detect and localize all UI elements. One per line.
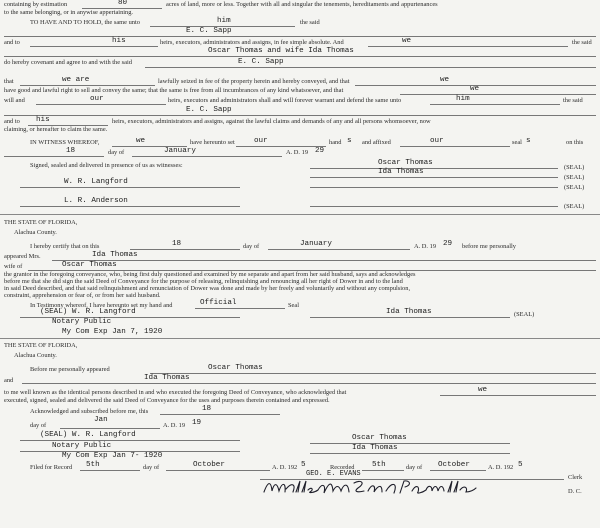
and-affixed: and affixed bbox=[362, 139, 391, 146]
his-2: his bbox=[36, 116, 50, 124]
filed-ad: A. D. 192 bbox=[272, 464, 298, 471]
rec-year: 5 bbox=[518, 461, 523, 469]
filed-label: Filed for Record bbox=[30, 464, 73, 471]
grantee-1: E. C. Sapp bbox=[186, 27, 232, 35]
grantee-3: E. C. Sapp bbox=[186, 106, 232, 114]
lawful-claims-text: heirs, executors, administrators and assigns, against the lawful claims and demands of any and all persons whomsoever, now bbox=[112, 118, 431, 125]
ack2-we: we bbox=[478, 386, 488, 394]
deputy-clerk-signature bbox=[262, 477, 478, 499]
dc-label: D. C. bbox=[568, 488, 582, 495]
grantee-2: E. C. Sapp bbox=[238, 58, 284, 66]
witness-1: W. R. Langford bbox=[64, 178, 128, 186]
we-1: we bbox=[402, 37, 412, 45]
ack2-before: Before me personally appeared bbox=[30, 366, 110, 373]
ack2-name-1: Oscar Thomas bbox=[208, 364, 263, 372]
ack2-day-num: 18 bbox=[202, 405, 212, 413]
ack2-signer-1: Oscar Thomas bbox=[352, 434, 407, 442]
ack2-officer: (SEAL) W. R. Langford bbox=[40, 431, 136, 439]
ack2-county: Alachua County. bbox=[14, 352, 57, 359]
and-to-label: and to bbox=[4, 39, 20, 46]
ack2-subscribed: Acknowledged and subscribed before me, this bbox=[30, 408, 149, 415]
ack1-body-2: before me that she did sign the said Deed of Conveyance for the purpose of releasing, relinquishing and renouncing all her right of Dower in and to the land bbox=[4, 278, 403, 285]
we-3: we bbox=[470, 85, 480, 93]
ack2-year: 19 bbox=[192, 419, 202, 427]
heirs-text: heirs, executors, administrators and assigns, in fee simple absolute. And bbox=[160, 39, 344, 46]
ack2-and: and bbox=[4, 377, 14, 384]
ack1-signer: Ida Thomas bbox=[386, 308, 432, 316]
his-1: his bbox=[112, 37, 126, 45]
ack1-body-1: the grantor in the foregoing conveyance, who, being first duly questioned and examined by me separate and apart from her said husband, says and acknowledges bbox=[4, 271, 416, 278]
seal-label-2: (SEAL) bbox=[564, 174, 585, 181]
ack1-body-3: in said Deed described, and that said relinquishment and renunciation of Dower was done and made by her freely and voluntarily and without any compulsion, bbox=[4, 285, 411, 292]
ack1-certify: I hereby certify that on this bbox=[30, 243, 100, 250]
ack2-body-2: executed, signed, sealed and delivered the said Deed of Conveyance for the uses and purposes therein contained and expressed. bbox=[4, 397, 330, 404]
ack1-county: Alachua County. bbox=[14, 229, 57, 236]
signed-text: Signed, sealed and delivered in presence of us as witnesses: bbox=[30, 162, 183, 169]
seized-text: lawfully seized in fee of the property herein and hereby conveyed, and that bbox=[158, 78, 350, 85]
deed-day-of: day of bbox=[108, 149, 125, 156]
ack1-wife-of: wife of bbox=[4, 263, 23, 270]
ack1-ad: A. D. 19 bbox=[414, 243, 437, 250]
witness-label: IN WITNESS WHEREOF, bbox=[30, 139, 100, 146]
signer-1: Oscar Thomas bbox=[378, 159, 433, 167]
ack2-body-1: to me well known as the identical persons described in and who executed the foregoing Deed of Conveyance, who acknowledged that bbox=[4, 389, 347, 396]
deed-ad: A. D. 19 bbox=[286, 149, 309, 156]
seal-s: s bbox=[526, 137, 531, 145]
filed-year: 5 bbox=[301, 461, 306, 469]
rec-day-of: day of bbox=[406, 464, 423, 471]
seal-label-4: (SEAL) bbox=[564, 203, 585, 210]
acres-intro: containing by estimation bbox=[4, 1, 68, 8]
ack2-day-of: day of bbox=[30, 422, 47, 429]
rec-month: October bbox=[438, 461, 470, 469]
claiming-text: claiming, or hereafter to claim the same. bbox=[4, 126, 108, 133]
ack1-appeared: appeared Mrs. bbox=[4, 253, 41, 260]
ack1-husband: Oscar Thomas bbox=[62, 261, 117, 269]
habendum-label: TO HAVE AND TO HOLD, the same unto bbox=[30, 19, 140, 26]
the-said-2: the said bbox=[572, 39, 592, 46]
ack1-month: January bbox=[300, 240, 332, 248]
the-said-3: the said bbox=[563, 97, 583, 104]
acres-rest: acres of land, more or less. Together with all and singular the tenements, hereditaments and appurtenances bbox=[166, 1, 438, 8]
recorded-label: Recorded bbox=[330, 464, 355, 471]
ack1-day-of: day of bbox=[243, 243, 260, 250]
deed-year: 29 bbox=[315, 147, 325, 155]
seal-text: seal bbox=[512, 139, 522, 146]
grantors: Oscar Thomas and wife Ida Thomas bbox=[208, 47, 354, 55]
the-said-1: the said bbox=[300, 19, 320, 26]
ack1-name: Ida Thomas bbox=[92, 251, 138, 259]
him-2: him bbox=[456, 95, 470, 103]
ack1-before-me: before me personally bbox=[462, 243, 516, 250]
covenant-text: do hereby covenant and agree to and with the said bbox=[4, 59, 132, 66]
appertaining-text: to the same belonging, or in anywise appertaining. bbox=[4, 9, 134, 16]
ack1-state: THE STATE OF FLORIDA, bbox=[4, 219, 78, 226]
seal-label-1: (SEAL) bbox=[564, 164, 585, 171]
ack1-day-num: 18 bbox=[172, 240, 182, 248]
rec-ad: A. D. 192 bbox=[488, 464, 514, 471]
ack2-name-2: Ida Thomas bbox=[144, 374, 190, 382]
and-to-label-2: and to bbox=[4, 118, 20, 125]
our-2: our bbox=[254, 137, 268, 145]
ack1-officer: (SEAL) W. R. Langford bbox=[40, 308, 136, 316]
seal-label-3: (SEAL) bbox=[564, 184, 585, 191]
ack1-official: Official bbox=[200, 299, 237, 307]
will-and: will and bbox=[4, 97, 25, 104]
we-are: we are bbox=[62, 76, 90, 84]
ack2-signer-2: Ida Thomas bbox=[352, 444, 398, 452]
hand-text: hand bbox=[329, 139, 342, 146]
ack1-testimony: In Testimony whereof, I have hereunto set my hand and bbox=[30, 302, 173, 309]
ack1-body-4: constraint, apprehension or fear of, or from her said husband. bbox=[4, 292, 161, 299]
ack1-seal-word: Seal bbox=[288, 302, 300, 309]
filed-day-of: day of bbox=[143, 464, 160, 471]
rec-day: 5th bbox=[372, 461, 386, 469]
ack2-month: Jan bbox=[94, 416, 108, 424]
warrant-text: heirs, executors and administrators shall and will forever warrant and defend the same unto bbox=[168, 97, 402, 104]
ack2-ad: A. D. 19 bbox=[163, 422, 186, 429]
good-right-text: have good and lawful right to sell and convey the same; that the same is free from all incumbrances of any kind whatsoever, and that bbox=[4, 87, 344, 94]
signer-2: Ida Thomas bbox=[378, 168, 424, 176]
deed-month: January bbox=[164, 147, 196, 155]
clerk-label: Clerk bbox=[568, 474, 583, 481]
ack1-year: 29 bbox=[443, 240, 453, 248]
witness-2: L. R. Anderson bbox=[64, 197, 128, 205]
grantee-pronoun-1: him bbox=[217, 17, 231, 25]
ack1-notary: Notary Public bbox=[52, 318, 112, 326]
our-3: our bbox=[430, 137, 444, 145]
hand-s: s bbox=[347, 137, 352, 145]
clerk-name: GEO. E. EVANS bbox=[306, 470, 361, 478]
deed-day-num: 18 bbox=[66, 147, 76, 155]
that-label: that bbox=[4, 78, 14, 85]
our-1: our bbox=[90, 95, 104, 103]
ack2-state: THE STATE OF FLORIDA, bbox=[4, 342, 78, 349]
filed-month: October bbox=[193, 461, 225, 469]
ack2-commission: My Com Exp Jan 7- 1920 bbox=[62, 452, 163, 460]
we-2: we bbox=[440, 76, 450, 84]
acres-value: 80 bbox=[118, 0, 128, 7]
on-this: on this bbox=[566, 139, 584, 146]
we-4: we bbox=[136, 137, 146, 145]
ack2-notary: Notary Public bbox=[52, 442, 112, 450]
filed-day: 5th bbox=[86, 461, 100, 469]
ack1-commission: My Com Exp Jan 7, 1920 bbox=[62, 328, 163, 336]
ack1-seal-label: (SEAL) bbox=[514, 311, 535, 318]
have-hereunto: have hereunto set bbox=[190, 139, 235, 146]
